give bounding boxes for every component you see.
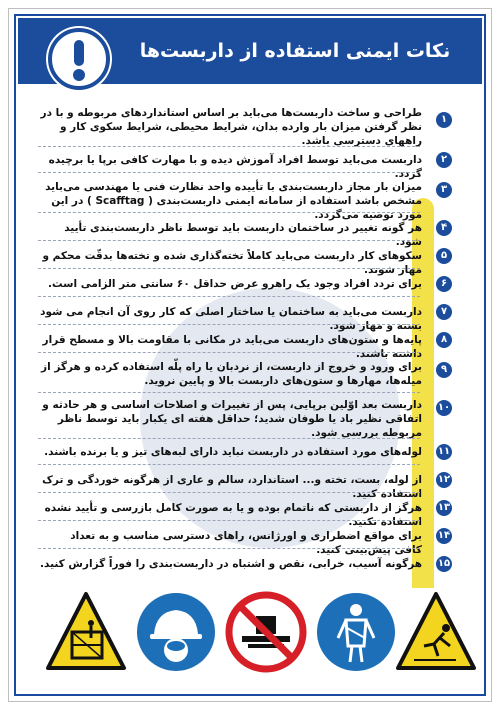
rule-text: داربست می‌باید توسط افراد آموزش دیده و با مهارت کافی برپا یا برچیده گردد. — [48, 154, 422, 180]
divider — [38, 172, 420, 173]
exclamation-icon — [48, 28, 110, 90]
rule-text: داربست می‌باید به ساختمان یا ساختار اصلی که کار روی آن انجام می شود بسته و مهار شود. — [40, 306, 422, 332]
safety-harness-icon — [314, 590, 398, 674]
scaffold-warning-icon — [44, 590, 128, 674]
divider — [38, 324, 420, 325]
divider — [38, 520, 420, 521]
divider — [38, 464, 420, 465]
divider — [38, 438, 420, 439]
rule-text: هرگونه آسیب، خرابی، نقص و اشتباه در داربست‌بندی را فوراً گزارش کنید. — [40, 558, 422, 570]
rule-number: ۸ — [436, 332, 452, 348]
safety-helmet-icon — [134, 590, 218, 674]
rule-number: ۱۰ — [436, 400, 452, 416]
rule-text: سکوهای کار داربست می‌باید کاملاً تخته‌گذاری شده و تخته‌ها بدقّت محکم و مهار شوند. — [42, 250, 422, 276]
rule-text: از لوله، بست، تخته و... استاندارد، سالم و عاری از هرگونه خوردگی و ترک استفاده کنید. — [42, 474, 422, 500]
rule-number: ۲ — [436, 152, 452, 168]
pictogram-row — [20, 590, 480, 680]
rule-text: برای تردد افراد وجود یک راهرو عرض حداقل ۶۰ سانتی متر الزامی است. — [48, 278, 422, 290]
rule-number: ۱۴ — [436, 528, 452, 544]
rule-number: ۵ — [436, 248, 452, 264]
rule-text: میزان بار مجاز داربست‌بندی با تأییده واحد نظارت فنی یا مهندسی می‌باید مشخص باشد استفاده از سامانه ایمنی داربست‌بندی ( Scafftag ) در این مورد توصیه می‌گردد. — [45, 181, 422, 221]
rule-number: ۷ — [436, 304, 452, 320]
rule-number: ۹ — [436, 362, 452, 378]
page-title: نکات ایمنی استفاده از داربست‌ها — [139, 40, 451, 62]
rule-text: هرگز از داربستی که ناتمام بوده و یا به صورت کامل بازرسی و تأیید نشده استفاده نکنید. — [44, 502, 422, 528]
rule-text: برای ورود و خروج از داربست، از نردبان یا راه پلّه استفاده کرده و هرگز از میله‌ها، مهارها و ستون‌های داربست بالا و پایین نروید. — [41, 361, 422, 387]
rule-text: داربست بعد اوّلین برپایی، پس از تغییرات و اصلاحات اساسی و هر حادثه و اتفاقی نظیر باد یا طوفان شدید؛ حداقل هفته ای یکبار باید توسط ناظر مربوطه بررسی شود. — [42, 399, 422, 439]
rule-number: ۳ — [436, 182, 452, 198]
divider — [38, 492, 420, 493]
no-heavy-load-icon — [224, 590, 308, 674]
rule-number: ۱۲ — [436, 472, 452, 488]
divider — [38, 392, 420, 393]
rules-panel — [20, 98, 460, 588]
rule-text: لوله‌های مورد استفاده در داربست نباید دارای لبه‌های تیز و یا برنده باشند. — [44, 446, 422, 458]
rule-text: برای مواقع اضطراری و اورژانس، راهای دسترسی مناسب و به تعداد کافی پیش‌بینی کنید. — [70, 530, 422, 556]
rule-text: پایه‌ها و ستون‌های داربست می‌باید در مکانی با مقاومت بالا و مسطح قرار داشته باشند. — [42, 334, 422, 360]
fall-hazard-icon — [394, 590, 478, 674]
rule-text: طراحی و ساخت داربست‌ها می‌باید بر اساس استانداردهای مربوطه و با در نظر گرفتن میزان بار وارده بدان، شرایط محیطی، شرایط سکوی کار و راههای دسترسی باشد. — [40, 107, 422, 147]
divider — [38, 240, 420, 241]
rule-number: ۴ — [436, 220, 452, 236]
divider — [38, 146, 420, 147]
divider — [38, 352, 420, 353]
rule-number: ۱ — [436, 112, 452, 128]
divider — [38, 268, 420, 269]
rule-number: ۱۵ — [436, 556, 452, 572]
divider — [38, 296, 420, 297]
divider — [38, 548, 420, 549]
rule-number: ۱۱ — [436, 444, 452, 460]
rule-number: ۱۳ — [436, 500, 452, 516]
divider — [38, 212, 420, 213]
rule-text: هر گونه تغییر در ساختمان داربست باید توسط ناظر داربست‌بندی تأیید شود. — [64, 222, 422, 248]
header-bar — [18, 18, 482, 84]
rule-number: ۶ — [436, 276, 452, 292]
